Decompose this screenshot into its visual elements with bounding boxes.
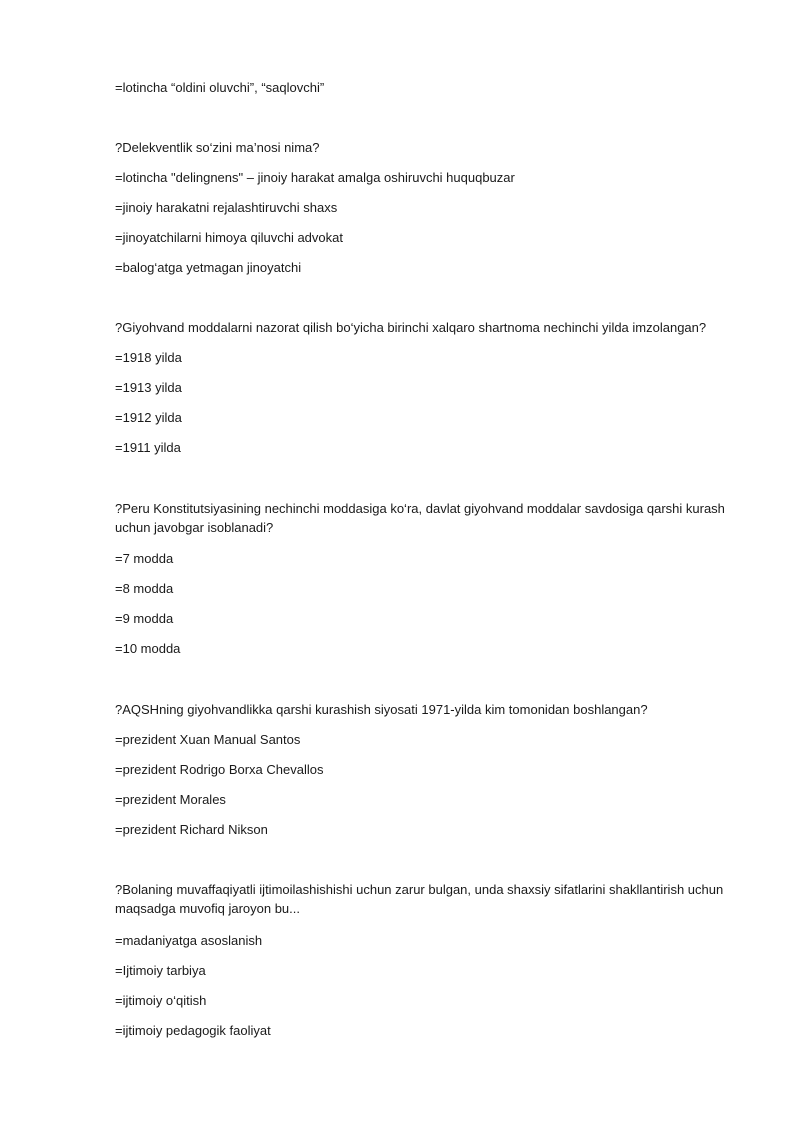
answer-line: =1913 yilda [115, 380, 182, 395]
answer-line: =prezident Richard Nikson [115, 822, 268, 837]
answer-line: =1912 yilda [115, 410, 182, 425]
answer-line: =ijtimoiy o‘qitish [115, 993, 207, 1008]
question-line: ?Giyohvand moddalarni nazorat qilish bo‘yicha birinchi xalqaro shartnoma nechinchi yilda imzolangan? [115, 320, 707, 335]
answer-line: =madaniyatga asoslanish [115, 933, 263, 948]
answer-line: =ijtimoiy pedagogik faoliyat [115, 1023, 271, 1038]
question-line: ?Bolaning muvaffaqiyatli ijtimoilashishishi uchun zarur bulgan, unda shaxsiy sifatlarini shakllantirish uchun maqsadga muvofiq jaroyon bu... [115, 882, 724, 916]
answer-line: =lotincha “oldini oluvchi”, “saqlovchi” [115, 80, 325, 95]
answer-line: =lotincha "delingnens" – jinoiy harakat amalga oshiruvchi huquqbuzar [115, 170, 515, 185]
question-line: ?AQSHning giyohvandlikka qarshi kurashish siyosati 1971-yilda kim tomonidan boshlangan? [115, 702, 648, 717]
answer-line: =prezident Morales [115, 792, 226, 807]
answer-line: =1918 yilda [115, 350, 182, 365]
answer-line: =balog‘atga yetmagan jinoyatchi [115, 260, 302, 275]
answer-line: =jinoiy harakatni rejalashtiruvchi shaxs [115, 200, 338, 215]
answer-line: =1911 yilda [115, 440, 181, 455]
answer-line: =prezident Xuan Manual Santos [115, 732, 301, 747]
answer-line: =10 modda [115, 641, 181, 656]
answer-line: =jinoyatchilarni himoya qiluvchi advokat [115, 230, 343, 245]
answer-line: =7 modda [115, 551, 174, 566]
answer-line: =8 modda [115, 581, 174, 596]
answer-line: =prezident Rodrigo Borxa Chevallos [115, 762, 324, 777]
answer-line: =Ijtimoiy tarbiya [115, 963, 206, 978]
question-line: ?Delekventlik so‘zini ma’nosi nima? [115, 140, 320, 155]
question-line: ?Peru Konstitutsiyasining nechinchi moddasiga ko‘ra, davlat giyohvand moddalar savdosiga qarshi kurash uchun javobgar isoblanadi? [115, 501, 725, 535]
answer-line: =9 modda [115, 611, 174, 626]
